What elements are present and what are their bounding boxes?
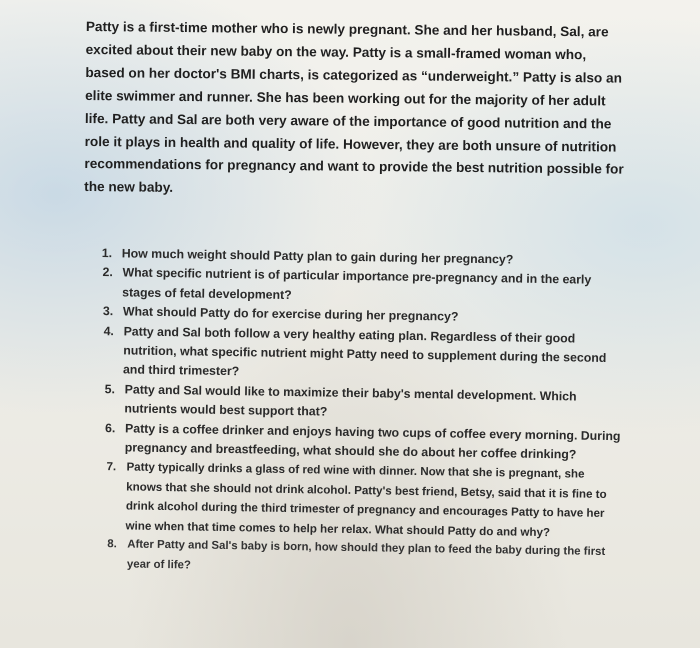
question-number: 1. bbox=[101, 246, 113, 261]
question-text: Patty is a coffee drinker and enjoys having two cups of coffee every morning. During pregnancy and breastfeeding, what should she do about her coffee drinking? bbox=[124, 421, 621, 462]
question-item bbox=[101, 322, 624, 388]
question-text: How much weight should Patty plan to gain during her pregnancy? bbox=[121, 246, 514, 267]
question-text: After Patty and Sal's baby is born, how should they plan to feed the baby during the first year of life? bbox=[126, 538, 606, 571]
question-number: 2. bbox=[102, 265, 113, 280]
question-number: 5. bbox=[104, 381, 116, 397]
question-text: What should Patty do for exercise during her pregnancy? bbox=[122, 304, 459, 324]
question-number: 7. bbox=[106, 460, 117, 474]
question-number: 4. bbox=[103, 323, 115, 338]
question-item bbox=[103, 458, 621, 544]
question-text: What specific nutrient is of particular importance pre-pregnancy and in the early stages of fetal development? bbox=[122, 265, 592, 302]
question-number: 6. bbox=[105, 420, 116, 435]
question-text: Patty and Sal would like to maximize their baby's mental development. Which nutrients would best support that? bbox=[124, 382, 577, 419]
question-number: 8. bbox=[107, 538, 117, 551]
question-item bbox=[105, 535, 621, 582]
intro-paragraph: Patty is a first-time mother who is newly pregnant. She and her husband, Sal, are excited about their new baby on the way. Patty is a small-framed woman who, based on her doctor's BMI charts, is categorized as “underweight.” Patty is also an elite swimmer and runner. She has been working out for the majority of her adult life. Patty and Sal are both very aware of the importance of good nutrition and the role it plays in health and quality of life. However, they are both unsure of nutrition recommendations for pregnancy and want to provide the best nutrition possible for the new baby. bbox=[84, 18, 624, 196]
case-study-intro bbox=[84, 16, 626, 205]
question-text: Patty typically drinks a glass of red wine with dinner. Now that she is pregnant, she knows that she should not drink alcohol. Patty's best friend, Betsy, said that it is fine to drink alcohol during the third trimester of pregnancy and encourages Patty to have her wine when that time comes to help her relax. What should Patty do and why? bbox=[125, 460, 607, 539]
question-number: 3. bbox=[102, 304, 114, 319]
question-text: Patty and Sal both follow a very healthy eating plan. Regardless of their good nutrition, what specific nutrient might Patty need to supplement during the second and third trimester? bbox=[122, 324, 607, 379]
question-list bbox=[95, 244, 625, 582]
